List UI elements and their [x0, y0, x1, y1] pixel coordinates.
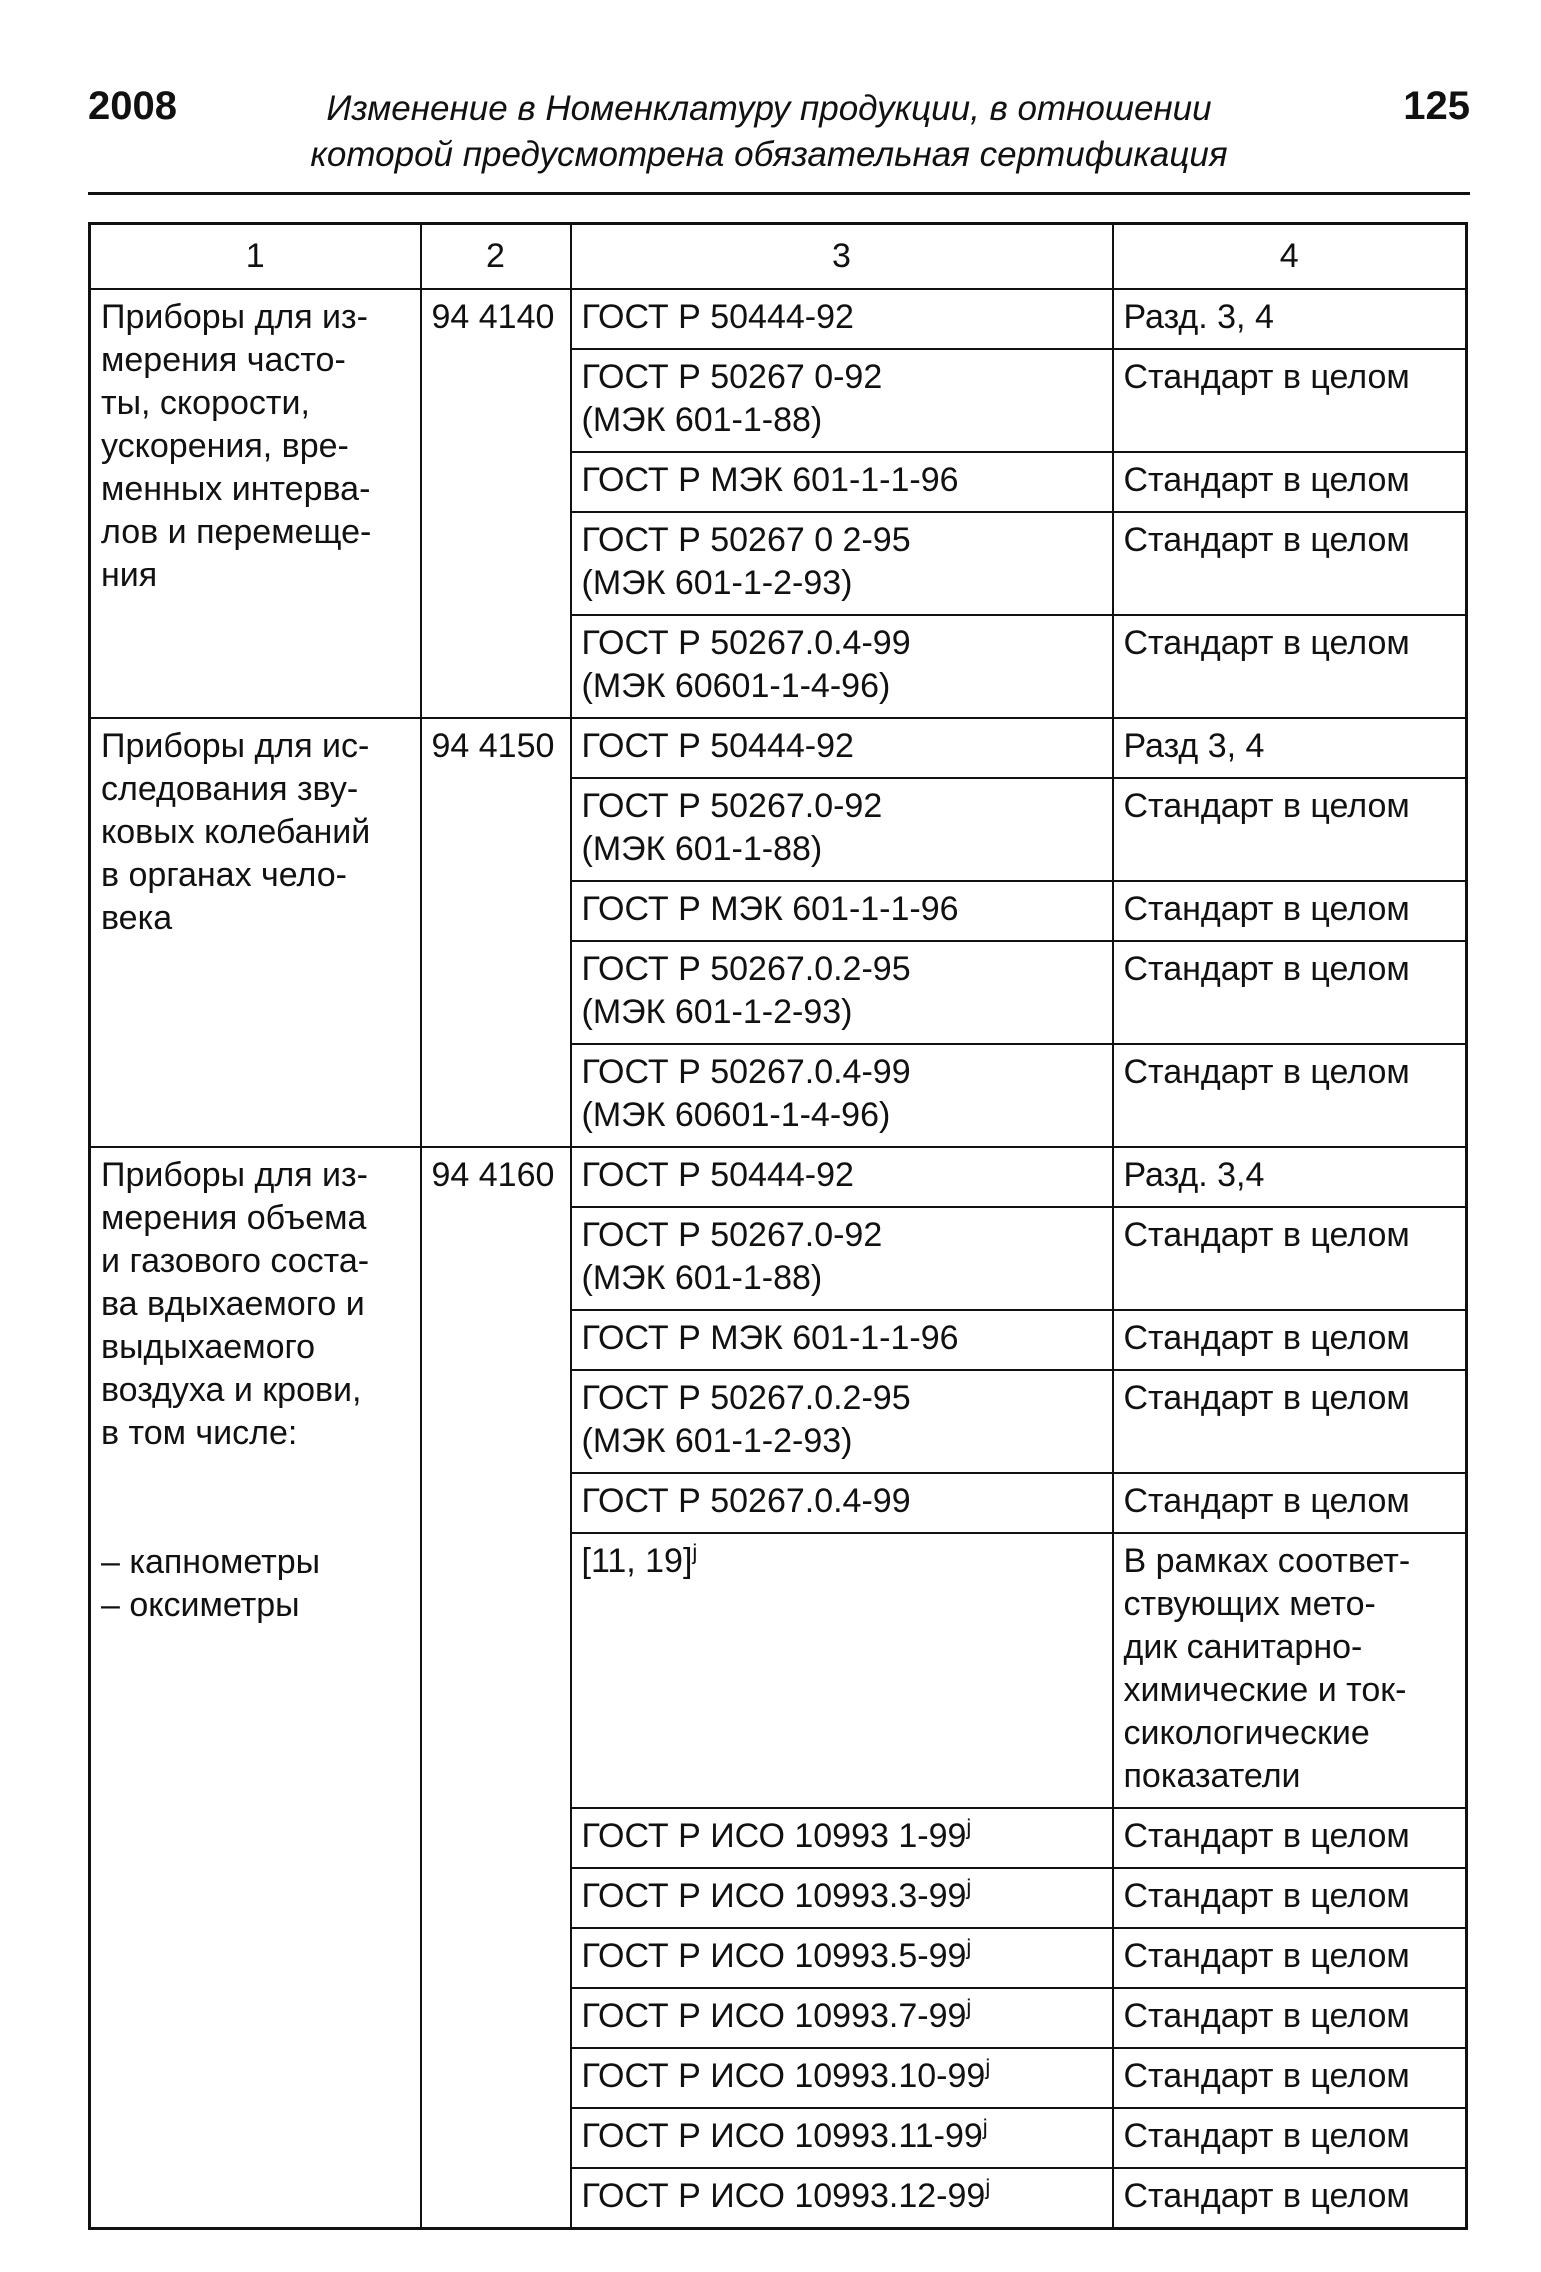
application-scope: Разд. 3,4: [1113, 1147, 1467, 1207]
standard-designation: [582, 1995, 1102, 2038]
standard-text: (МЭК 60601-1-4-96): [581, 667, 891, 705]
standard-designation: [582, 622, 1102, 665]
standard-cell: [571, 2168, 1113, 2229]
standard-cell: [571, 349, 1113, 452]
standard-designation: [582, 1875, 1102, 1918]
standard-text: ГОСТ Р 50267.0.2-95: [581, 1379, 911, 1417]
standard-cell: [571, 2048, 1113, 2108]
application-scope: Стандарт в целом: [1113, 1044, 1467, 1147]
application-scope: Стандарт в целом: [1113, 2168, 1467, 2229]
standard-cell: [571, 881, 1113, 941]
year: 2008: [88, 84, 177, 128]
standard-cell: [571, 452, 1113, 512]
product-category: Приборы для ис- следования зву- ковых колебаний в органах чело- века: [101, 727, 371, 937]
table-body: [90, 289, 1467, 2229]
standard-text: ГОСТ Р ИСО 10993.11-99: [581, 2117, 983, 2155]
standard-cell: [571, 615, 1113, 718]
standard-text: ГОСТ Р 50444-92: [581, 727, 854, 765]
standard-designation: [582, 1051, 1102, 1094]
standard-designation: [582, 1214, 1102, 1257]
column-header: 4: [1113, 224, 1467, 290]
standard-cell: [571, 1808, 1113, 1868]
column-header: 2: [421, 224, 571, 290]
product-code: 94 4150: [421, 718, 571, 1147]
standard-cell: [571, 512, 1113, 615]
standard-text: ГОСТ Р 50444-92: [581, 298, 854, 336]
standard-designation: [582, 296, 1102, 339]
standard-text: ГОСТ Р ИСО 10993.5-99: [581, 1937, 967, 1975]
page-number: 125: [1403, 84, 1470, 128]
table-row: [90, 289, 1467, 349]
standard-cell: [571, 1310, 1113, 1370]
footnote-mark: j: [966, 1874, 972, 1900]
standard-text: ГОСТ Р МЭК 601-1-1-96: [581, 461, 959, 499]
header-row: [90, 224, 1467, 290]
header-rule: [88, 192, 1470, 195]
application-scope: Стандарт в целом: [1113, 615, 1467, 718]
standard-designation: [582, 2115, 1102, 2158]
application-scope: Стандарт в целом: [1113, 778, 1467, 881]
standard-designation: [582, 948, 1102, 991]
table-container: [88, 222, 1468, 2215]
standard-designation: [582, 1094, 1102, 1137]
application-scope: Стандарт в целом: [1113, 452, 1467, 512]
standard-designation: [582, 785, 1102, 828]
page-header: [88, 78, 1470, 198]
standard-designation: [582, 1480, 1102, 1523]
standard-text: ГОСТ Р ИСО 10993.7-99: [581, 1997, 967, 2035]
standard-text: (МЭК 60601-1-4-96): [581, 1096, 891, 1134]
standard-cell: [571, 1988, 1113, 2048]
product-code: 94 4140: [421, 289, 571, 718]
standard-designation: [582, 562, 1102, 605]
application-scope: Стандарт в целом: [1113, 1310, 1467, 1370]
standard-designation: [582, 1317, 1102, 1360]
standard-cell: [571, 718, 1113, 778]
page-title: [248, 86, 1290, 178]
standard-designation: [582, 459, 1102, 502]
footnote-mark: j: [966, 1934, 972, 1960]
product-category-cell: [90, 718, 421, 1147]
standard-designation: [582, 2175, 1102, 2218]
standard-designation: [582, 725, 1102, 768]
standard-cell: [571, 1473, 1113, 1533]
standard-text: ГОСТ Р 50267.0.4-99: [581, 1053, 911, 1091]
standard-text: (МЭК 601-1-2-93): [581, 993, 853, 1031]
product-code: 94 4160: [421, 1147, 571, 2229]
product-category: Приборы для из- мерения объема и газового соста- ва вдыхаемого и выдыхаемого воздуха и крови, в том числе:: [101, 1156, 370, 1452]
standard-designation: [582, 356, 1102, 399]
standard-cell: [571, 1147, 1113, 1207]
standard-cell: [571, 941, 1113, 1044]
application-scope: Стандарт в целом: [1113, 1808, 1467, 1868]
standard-cell: [571, 1207, 1113, 1310]
standard-designation: [582, 991, 1102, 1034]
application-scope: Стандарт в целом: [1113, 1928, 1467, 1988]
standard-text: ГОСТ Р МЭК 601-1-1-96: [581, 1319, 959, 1357]
standard-cell: [571, 1044, 1113, 1147]
standard-cell: [571, 1868, 1113, 1928]
standard-cell: [571, 1370, 1113, 1473]
standard-cell: [571, 289, 1113, 349]
application-scope: Стандарт в целом: [1113, 881, 1467, 941]
application-scope: Стандарт в целом: [1113, 1868, 1467, 1928]
standard-text: (МЭК 601-1-88): [581, 830, 823, 868]
standard-cell: [571, 2108, 1113, 2168]
standard-text: ГОСТ Р ИСО 10993 1-99: [581, 1817, 967, 1855]
standard-text: (МЭК 601-1-88): [581, 1259, 823, 1297]
standard-designation: [582, 1815, 1102, 1858]
standard-designation: [582, 2055, 1102, 2098]
footnote-mark: j: [966, 1994, 972, 2020]
product-subitems: – капнометры – оксиметры: [101, 1543, 321, 1624]
application-scope: Разд. 3, 4: [1113, 289, 1467, 349]
standard-designation: [582, 1377, 1102, 1420]
application-scope: Стандарт в целом: [1113, 941, 1467, 1044]
application-scope: Стандарт в целом: [1113, 349, 1467, 452]
application-scope: В рамках соответ- ствующих мето- дик санитарно- химические и ток- сикологические показатели: [1113, 1533, 1467, 1808]
standard-text: ГОСТ Р ИСО 10993.12-99: [581, 2177, 986, 2215]
standard-text: ГОСТ Р ИСО 10993.10-99: [581, 2057, 986, 2095]
standard-text: (МЭК 601-1-88): [581, 401, 823, 439]
standard-designation: [582, 1935, 1102, 1978]
standard-text: (МЭК 601-1-2-93): [581, 564, 853, 602]
table-row: [90, 718, 1467, 778]
standard-designation: [582, 1257, 1102, 1300]
standard-text: ГОСТ Р 50267.0.4-99: [581, 624, 911, 662]
standard-designation: [582, 399, 1102, 442]
application-scope: Стандарт в целом: [1113, 1370, 1467, 1473]
standard-text: [11, 19]: [581, 1542, 693, 1580]
standard-designation: [582, 888, 1102, 931]
standard-designation: [582, 1540, 1102, 1583]
standard-designation: [582, 1420, 1102, 1463]
product-category-cell: [90, 1147, 421, 2229]
application-scope: Стандарт в целом: [1113, 1207, 1467, 1310]
standard-text: ГОСТ Р 50267.0.4-99: [581, 1482, 911, 1520]
application-scope: Стандарт в целом: [1113, 1988, 1467, 2048]
footnote-mark: j: [966, 1814, 972, 1840]
footnote-mark: j: [985, 2054, 991, 2080]
standard-designation: [582, 828, 1102, 871]
standard-text: ГОСТ Р 50267 0 2-95: [581, 521, 911, 559]
standard-cell: [571, 1533, 1113, 1808]
title-line-2: которой предусмотрена обязательная сертификация: [310, 135, 1228, 174]
standard-text: (МЭК 601-1-2-93): [581, 1422, 853, 1460]
standard-designation: [582, 665, 1102, 708]
product-category-cell: [90, 289, 421, 718]
product-category: Приборы для из- мерения часто- ты, скорости, ускорения, вре- менных интерва- лов и перемеще- ния: [101, 298, 372, 594]
footnote-mark: j: [692, 1539, 698, 1565]
standard-text: ГОСТ Р 50267.0-92: [581, 1216, 883, 1254]
standard-text: ГОСТ Р 50267 0-92: [581, 358, 883, 396]
table-row: [90, 1147, 1467, 1207]
application-scope: Стандарт в целом: [1113, 2048, 1467, 2108]
standard-designation: [582, 1154, 1102, 1197]
column-header: 3: [571, 224, 1113, 290]
footnote-mark: j: [982, 2114, 988, 2140]
application-scope: Стандарт в целом: [1113, 512, 1467, 615]
standard-text: ГОСТ Р 50444-92: [581, 1156, 854, 1194]
standard-text: ГОСТ Р МЭК 601-1-1-96: [581, 890, 959, 928]
footnote-mark: j: [985, 2174, 991, 2200]
standard-cell: [571, 1928, 1113, 1988]
standard-text: ГОСТ Р 50267.0-92: [581, 787, 883, 825]
title-line-1: Изменение в Номенклатуру продукции, в отношении: [326, 89, 1212, 128]
column-header: 1: [90, 224, 421, 290]
application-scope: Стандарт в целом: [1113, 2108, 1467, 2168]
standard-text: ГОСТ Р 50267.0.2-95: [581, 950, 911, 988]
application-scope: Стандарт в целом: [1113, 1473, 1467, 1533]
standard-text: ГОСТ Р ИСО 10993.3-99: [581, 1877, 967, 1915]
standard-cell: [571, 778, 1113, 881]
standard-designation: [582, 519, 1102, 562]
standards-table: [88, 222, 1468, 2230]
application-scope: Разд 3, 4: [1113, 718, 1467, 778]
